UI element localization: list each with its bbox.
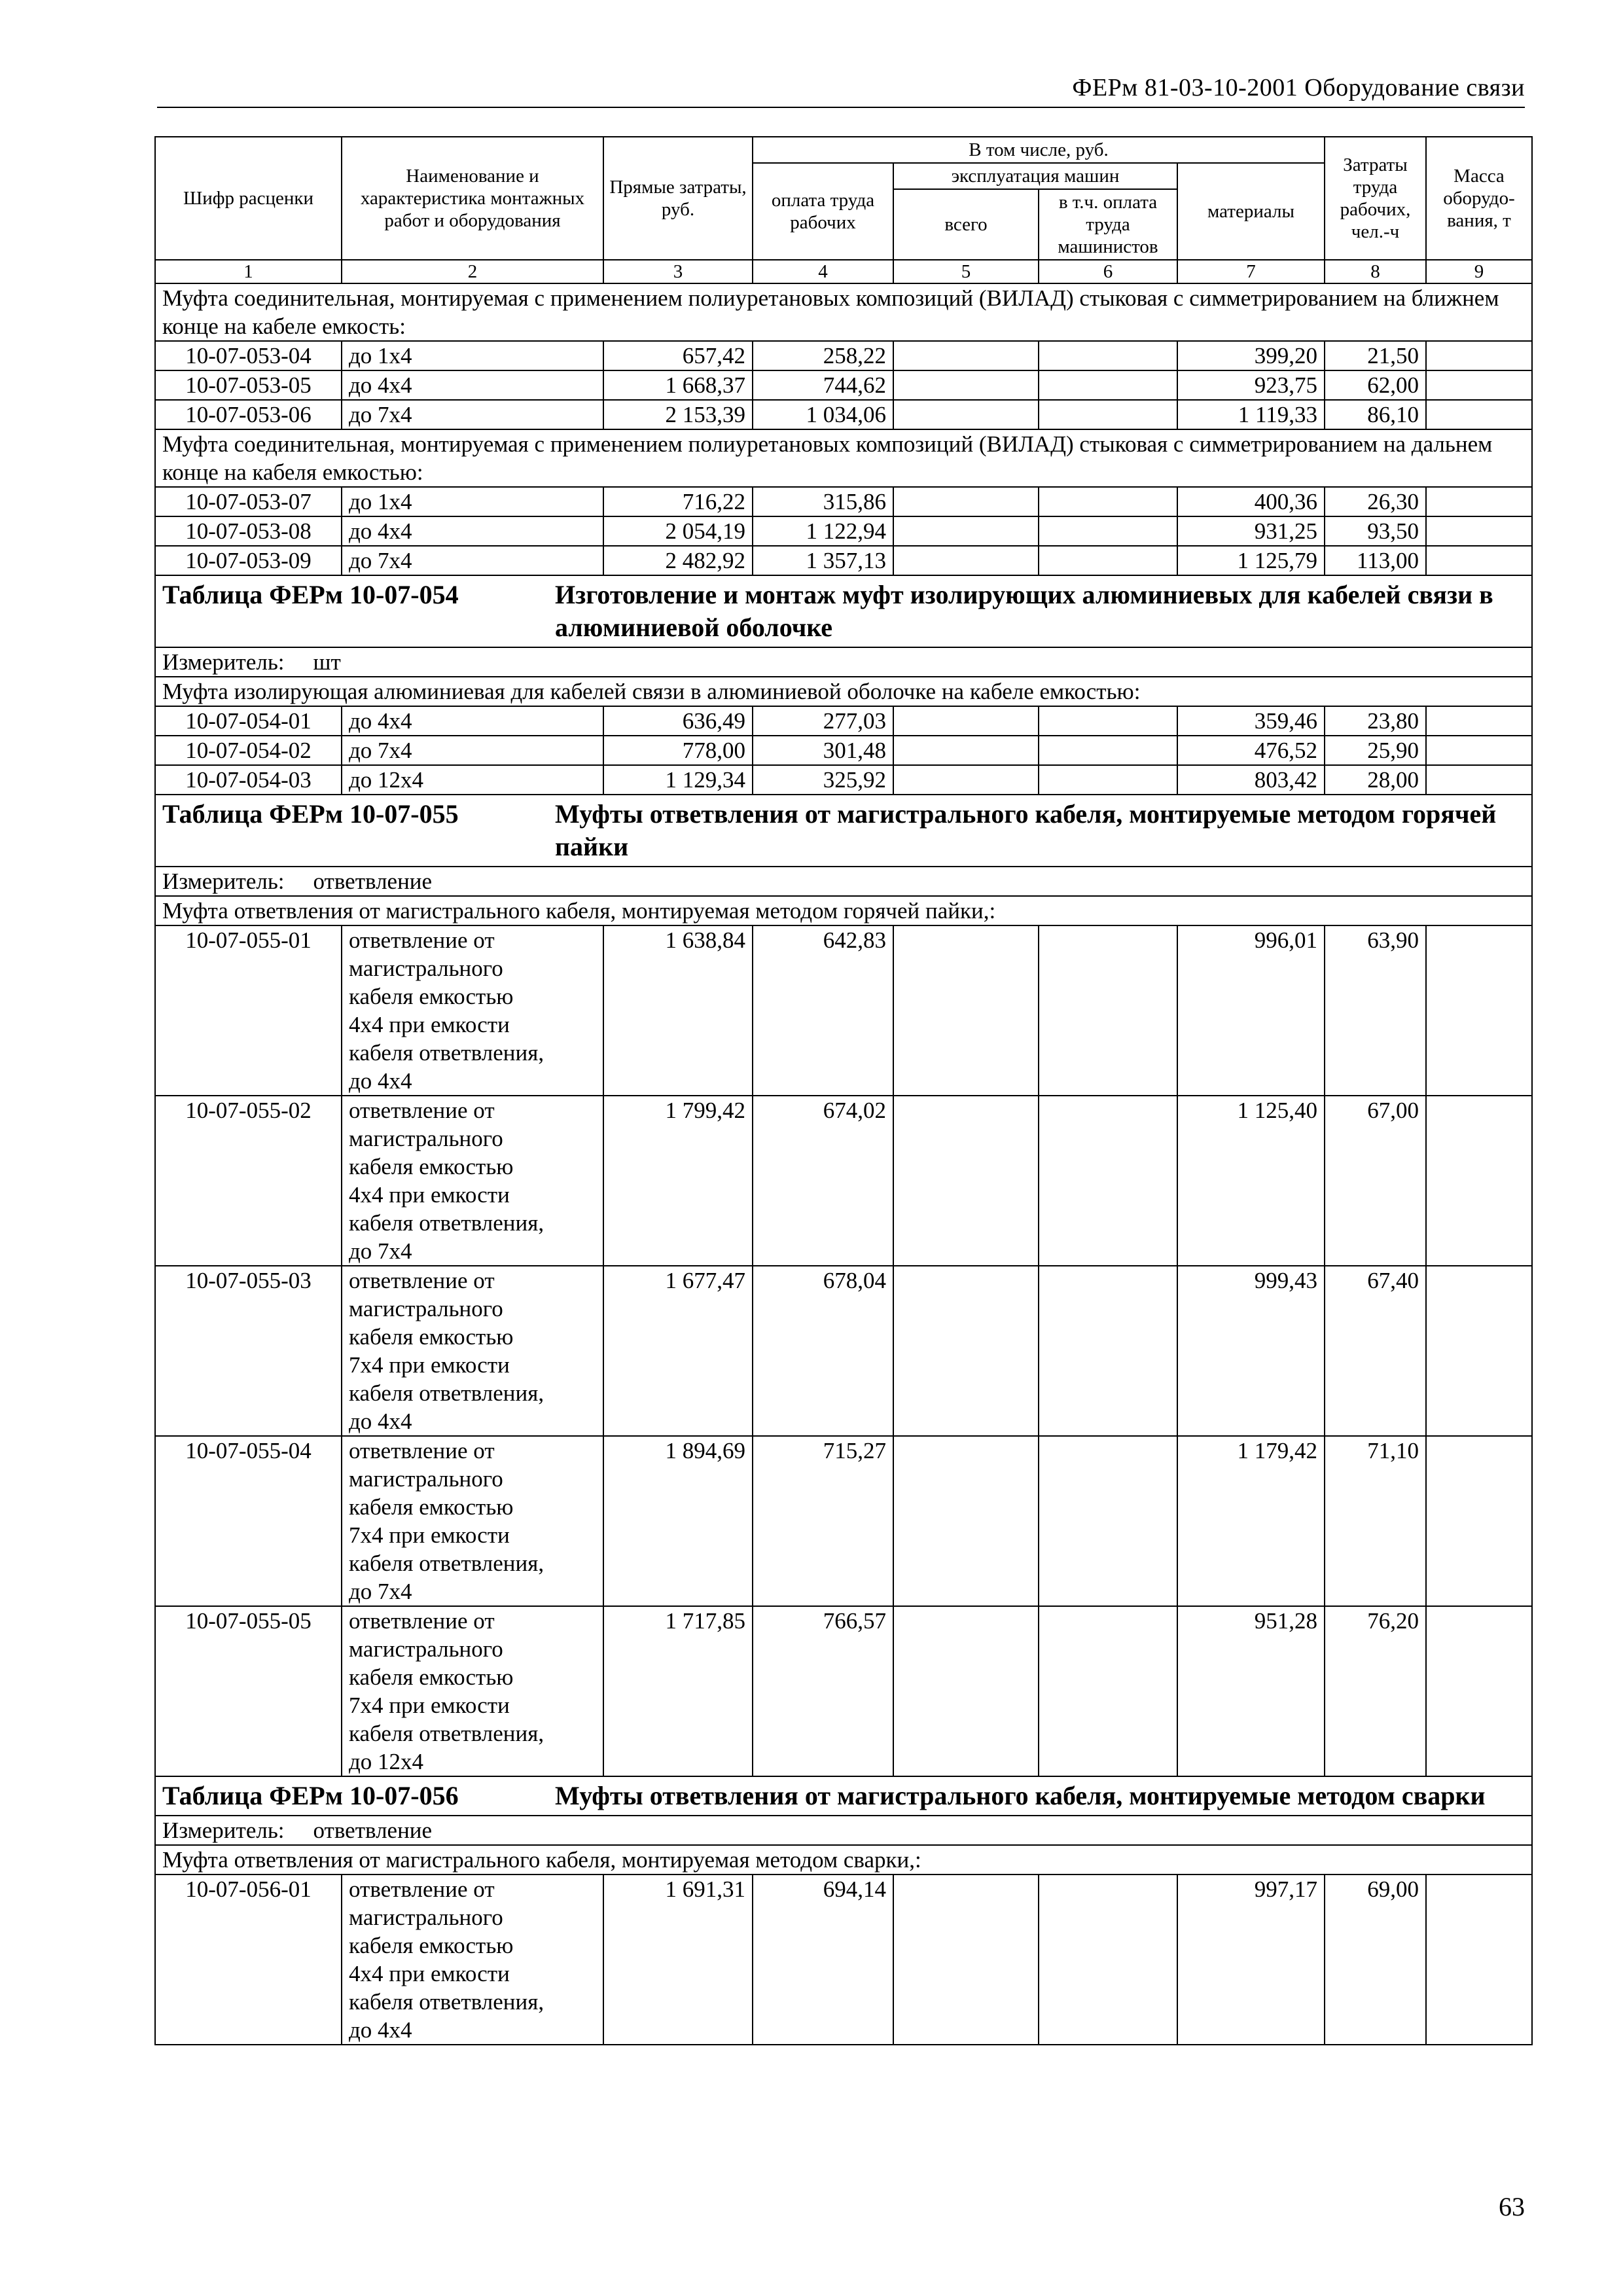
table-label: Таблица ФЕРм 10-07-055 bbox=[162, 799, 459, 829]
labor-hours: 23,80 bbox=[1325, 706, 1426, 736]
mass-cell bbox=[1426, 925, 1532, 1096]
table-row bbox=[155, 925, 1532, 1096]
column-number: 8 bbox=[1325, 260, 1426, 283]
materials-cost: 923,75 bbox=[1177, 370, 1325, 400]
rate-code: 10-07-053-06 bbox=[155, 400, 342, 429]
machines-total-cell bbox=[893, 765, 1039, 795]
rate-name: до 7х4 bbox=[342, 400, 603, 429]
materials-cost: 803,42 bbox=[1177, 765, 1325, 795]
direct-cost: 1 668,37 bbox=[603, 370, 753, 400]
group-heading: Муфта соединительная, монтируемая с применением полиуретановых композиций (ВИЛАД) стыковая с симметрированием на ближнем конце на кабеле емкость: bbox=[155, 283, 1532, 341]
labor-hours: 63,90 bbox=[1325, 925, 1426, 1096]
table-label: Таблица ФЕРм 10-07-056 bbox=[162, 1781, 459, 1810]
measure-row bbox=[155, 1816, 1532, 1845]
direct-cost: 1 638,84 bbox=[603, 925, 753, 1096]
machinists-cell bbox=[1039, 516, 1177, 546]
mass-cell bbox=[1426, 487, 1532, 516]
machines-total-cell bbox=[893, 516, 1039, 546]
rate-name: до 7х4 bbox=[342, 736, 603, 765]
rate-name: до 4х4 bbox=[342, 370, 603, 400]
column-number: 3 bbox=[603, 260, 753, 283]
group-heading: Муфта ответвления от магистрального кабеля, монтируемая методом горячей пайки,: bbox=[155, 896, 1532, 925]
direct-cost: 2 482,92 bbox=[603, 546, 753, 575]
rate-name: ответвление от магистрального кабеля емкостью 7х4 при емкости кабеля ответвления, до 4х4 bbox=[342, 1266, 603, 1436]
table-row bbox=[155, 706, 1532, 736]
rate-code: 10-07-055-02 bbox=[155, 1096, 342, 1266]
rates-table bbox=[154, 136, 1533, 2045]
labor-cost: 694,14 bbox=[753, 1874, 893, 2045]
table-row bbox=[155, 1606, 1532, 1776]
materials-cost: 999,43 bbox=[1177, 1266, 1325, 1436]
labor-cost: 315,86 bbox=[753, 487, 893, 516]
table-title: Муфты ответвления от магистрального кабеля, монтируемые методом горячей пайки bbox=[555, 799, 1497, 861]
machines-total-cell bbox=[893, 1266, 1039, 1436]
rate-code: 10-07-054-03 bbox=[155, 765, 342, 795]
direct-cost: 1 691,31 bbox=[603, 1874, 753, 2045]
rate-name: ответвление от магистрального кабеля емкостью 4х4 при емкости кабеля ответвления, до 4х4 bbox=[342, 1874, 603, 2045]
mass-cell bbox=[1426, 546, 1532, 575]
table-heading-055 bbox=[155, 795, 1532, 867]
mass-cell bbox=[1426, 765, 1532, 795]
materials-cost: 996,01 bbox=[1177, 925, 1325, 1096]
machinists-cell bbox=[1039, 925, 1177, 1096]
col-header-code: Шифр расценки bbox=[155, 137, 342, 260]
machinists-cell bbox=[1039, 546, 1177, 575]
table-row bbox=[155, 736, 1532, 765]
rate-code: 10-07-055-03 bbox=[155, 1266, 342, 1436]
direct-cost: 2 054,19 bbox=[603, 516, 753, 546]
labor-cost: 301,48 bbox=[753, 736, 893, 765]
rate-name: ответвление от магистрального кабеля емкостью 7х4 при емкости кабеля ответвления, до 7х4 bbox=[342, 1436, 603, 1606]
labor-cost: 744,62 bbox=[753, 370, 893, 400]
materials-cost: 1 119,33 bbox=[1177, 400, 1325, 429]
col-header-machines-total: всего bbox=[893, 189, 1039, 260]
table-row bbox=[155, 516, 1532, 546]
direct-cost: 1 894,69 bbox=[603, 1436, 753, 1606]
table-heading-054 bbox=[155, 575, 1532, 647]
direct-cost: 636,49 bbox=[603, 706, 753, 736]
mass-cell bbox=[1426, 400, 1532, 429]
direct-cost: 716,22 bbox=[603, 487, 753, 516]
column-numbers-row bbox=[155, 260, 1532, 283]
group-heading: Муфта соединительная, монтируемая с применением полиуретановых композиций (ВИЛАД) стыковая с симметрированием на дальнем конце на кабеля емкостью: bbox=[155, 429, 1532, 487]
col-header-including: В том числе, руб. bbox=[753, 137, 1325, 163]
header-divider bbox=[157, 107, 1525, 108]
direct-cost: 1 799,42 bbox=[603, 1096, 753, 1266]
materials-cost: 951,28 bbox=[1177, 1606, 1325, 1776]
machines-total-cell bbox=[893, 706, 1039, 736]
direct-cost: 1 129,34 bbox=[603, 765, 753, 795]
machinists-cell bbox=[1039, 341, 1177, 370]
labor-hours: 93,50 bbox=[1325, 516, 1426, 546]
labor-hours: 21,50 bbox=[1325, 341, 1426, 370]
machinists-cell bbox=[1039, 1874, 1177, 2045]
materials-cost: 399,20 bbox=[1177, 341, 1325, 370]
rate-name: до 4х4 bbox=[342, 706, 603, 736]
direct-cost: 657,42 bbox=[603, 341, 753, 370]
materials-cost: 1 125,40 bbox=[1177, 1096, 1325, 1266]
table-row bbox=[155, 765, 1532, 795]
machines-total-cell bbox=[893, 487, 1039, 516]
rate-name: ответвление от магистрального кабеля емкостью 7х4 при емкости кабеля ответвления, до 12х4 bbox=[342, 1606, 603, 1776]
labor-cost: 1 357,13 bbox=[753, 546, 893, 575]
measure-label: Измеритель: bbox=[162, 869, 285, 894]
measure-label: Измеритель: bbox=[162, 1818, 285, 1843]
mass-cell bbox=[1426, 706, 1532, 736]
table-row bbox=[155, 400, 1532, 429]
col-header-machinists: в т.ч. оплата труда машинистов bbox=[1039, 189, 1177, 260]
col-header-labor-hours: Затраты труда рабочих, чел.-ч bbox=[1325, 137, 1426, 260]
machinists-cell bbox=[1039, 1266, 1177, 1436]
measure-row bbox=[155, 647, 1532, 677]
rate-code: 10-07-055-05 bbox=[155, 1606, 342, 1776]
column-number: 7 bbox=[1177, 260, 1325, 283]
labor-hours: 67,40 bbox=[1325, 1266, 1426, 1436]
labor-cost: 678,04 bbox=[753, 1266, 893, 1436]
labor-hours: 25,90 bbox=[1325, 736, 1426, 765]
machinists-cell bbox=[1039, 400, 1177, 429]
machinists-cell bbox=[1039, 1436, 1177, 1606]
measure-label: Измеритель: bbox=[162, 649, 285, 675]
machinists-cell bbox=[1039, 736, 1177, 765]
mass-cell bbox=[1426, 370, 1532, 400]
labor-cost: 325,92 bbox=[753, 765, 893, 795]
rate-code: 10-07-056-01 bbox=[155, 1874, 342, 2045]
labor-cost: 277,03 bbox=[753, 706, 893, 736]
rate-code: 10-07-054-01 bbox=[155, 706, 342, 736]
labor-hours: 69,00 bbox=[1325, 1874, 1426, 2045]
labor-cost: 1 122,94 bbox=[753, 516, 893, 546]
mass-cell bbox=[1426, 1096, 1532, 1266]
mass-cell bbox=[1426, 516, 1532, 546]
table-row bbox=[155, 1874, 1532, 2045]
labor-cost: 766,57 bbox=[753, 1606, 893, 1776]
direct-cost: 778,00 bbox=[603, 736, 753, 765]
column-number: 4 bbox=[753, 260, 893, 283]
direct-cost: 2 153,39 bbox=[603, 400, 753, 429]
labor-hours: 76,20 bbox=[1325, 1606, 1426, 1776]
rate-code: 10-07-055-01 bbox=[155, 925, 342, 1096]
col-header-machines: эксплуатация машин bbox=[893, 163, 1177, 189]
labor-hours: 113,00 bbox=[1325, 546, 1426, 575]
table-label: Таблица ФЕРм 10-07-054 bbox=[162, 580, 459, 609]
table-title: Изготовление и монтаж муфт изолирующих алюминиевых для кабелей связи в алюминиевой оболочке bbox=[555, 580, 1493, 642]
rate-name: ответвление от магистрального кабеля емкостью 4х4 при емкости кабеля ответвления, до 4х4 bbox=[342, 925, 603, 1096]
materials-cost: 931,25 bbox=[1177, 516, 1325, 546]
machines-total-cell bbox=[893, 925, 1039, 1096]
machinists-cell bbox=[1039, 765, 1177, 795]
measure-value: ответвление bbox=[313, 869, 433, 894]
materials-cost: 400,36 bbox=[1177, 487, 1325, 516]
labor-hours: 86,10 bbox=[1325, 400, 1426, 429]
machinists-cell bbox=[1039, 706, 1177, 736]
labor-cost: 674,02 bbox=[753, 1096, 893, 1266]
rate-code: 10-07-053-08 bbox=[155, 516, 342, 546]
table-heading-056 bbox=[155, 1776, 1532, 1816]
table-row bbox=[155, 370, 1532, 400]
rate-code: 10-07-055-04 bbox=[155, 1436, 342, 1606]
page-number: 63 bbox=[1499, 2192, 1525, 2221]
mass-cell bbox=[1426, 1606, 1532, 1776]
materials-cost: 997,17 bbox=[1177, 1874, 1325, 2045]
machinists-cell bbox=[1039, 1096, 1177, 1266]
rate-code: 10-07-054-02 bbox=[155, 736, 342, 765]
col-header-mass: Масса оборудо-вания, т bbox=[1426, 137, 1532, 260]
table-row bbox=[155, 1266, 1532, 1436]
machines-total-cell bbox=[893, 736, 1039, 765]
table-row bbox=[155, 487, 1532, 516]
mass-cell bbox=[1426, 736, 1532, 765]
materials-cost: 476,52 bbox=[1177, 736, 1325, 765]
labor-cost: 258,22 bbox=[753, 341, 893, 370]
table-row bbox=[155, 1436, 1532, 1606]
labor-hours: 28,00 bbox=[1325, 765, 1426, 795]
mass-cell bbox=[1426, 1266, 1532, 1436]
measure-row bbox=[155, 867, 1532, 896]
machinists-cell bbox=[1039, 487, 1177, 516]
labor-cost: 642,83 bbox=[753, 925, 893, 1096]
rate-name: до 4х4 bbox=[342, 516, 603, 546]
col-header-direct: Прямые затраты, руб. bbox=[603, 137, 753, 260]
rate-code: 10-07-053-05 bbox=[155, 370, 342, 400]
column-number: 9 bbox=[1426, 260, 1532, 283]
machines-total-cell bbox=[893, 370, 1039, 400]
rate-name: до 1х4 bbox=[342, 487, 603, 516]
machines-total-cell bbox=[893, 546, 1039, 575]
rate-code: 10-07-053-07 bbox=[155, 487, 342, 516]
table-row bbox=[155, 1096, 1532, 1266]
machines-total-cell bbox=[893, 1606, 1039, 1776]
rate-name: до 12х4 bbox=[342, 765, 603, 795]
measure-value: шт bbox=[313, 649, 341, 675]
direct-cost: 1 677,47 bbox=[603, 1266, 753, 1436]
group-heading: Муфта изолирующая алюминиевая для кабелей связи в алюминиевой оболочке на кабеле емкостью: bbox=[155, 677, 1532, 706]
machines-total-cell bbox=[893, 1096, 1039, 1266]
measure-value: ответвление bbox=[313, 1818, 433, 1843]
rate-name: ответвление от магистрального кабеля емкостью 4х4 при емкости кабеля ответвления, до 7х4 bbox=[342, 1096, 603, 1266]
labor-cost: 715,27 bbox=[753, 1436, 893, 1606]
machines-total-cell bbox=[893, 1874, 1039, 2045]
labor-hours: 26,30 bbox=[1325, 487, 1426, 516]
mass-cell bbox=[1426, 1436, 1532, 1606]
col-header-materials: материалы bbox=[1177, 163, 1325, 260]
column-number: 6 bbox=[1039, 260, 1177, 283]
rate-code: 10-07-053-09 bbox=[155, 546, 342, 575]
labor-hours: 71,10 bbox=[1325, 1436, 1426, 1606]
labor-hours: 62,00 bbox=[1325, 370, 1426, 400]
labor-cost: 1 034,06 bbox=[753, 400, 893, 429]
materials-cost: 1 179,42 bbox=[1177, 1436, 1325, 1606]
machines-total-cell bbox=[893, 341, 1039, 370]
mass-cell bbox=[1426, 1874, 1532, 2045]
materials-cost: 1 125,79 bbox=[1177, 546, 1325, 575]
machines-total-cell bbox=[893, 400, 1039, 429]
table-row bbox=[155, 341, 1532, 370]
document-header-title: ФЕРм 81-03-10-2001 Оборудование связи bbox=[1072, 74, 1525, 101]
machines-total-cell bbox=[893, 1436, 1039, 1606]
labor-hours: 67,00 bbox=[1325, 1096, 1426, 1266]
mass-cell bbox=[1426, 341, 1532, 370]
column-number: 1 bbox=[155, 260, 342, 283]
column-number: 5 bbox=[893, 260, 1039, 283]
rate-name: до 1х4 bbox=[342, 341, 603, 370]
materials-cost: 359,46 bbox=[1177, 706, 1325, 736]
direct-cost: 1 717,85 bbox=[603, 1606, 753, 1776]
table-row bbox=[155, 546, 1532, 575]
rate-code: 10-07-053-04 bbox=[155, 341, 342, 370]
group-heading: Муфта ответвления от магистрального кабеля, монтируемая методом сварки,: bbox=[155, 1845, 1532, 1874]
machinists-cell bbox=[1039, 1606, 1177, 1776]
table-title: Муфты ответвления от магистрального кабеля, монтируемые методом сварки bbox=[555, 1781, 1486, 1810]
col-header-labor: оплата труда рабочих bbox=[753, 163, 893, 260]
column-number: 2 bbox=[342, 260, 603, 283]
rate-name: до 7х4 bbox=[342, 546, 603, 575]
machinists-cell bbox=[1039, 370, 1177, 400]
col-header-name: Наименование и характеристика монтажных работ и оборудования bbox=[342, 137, 603, 260]
